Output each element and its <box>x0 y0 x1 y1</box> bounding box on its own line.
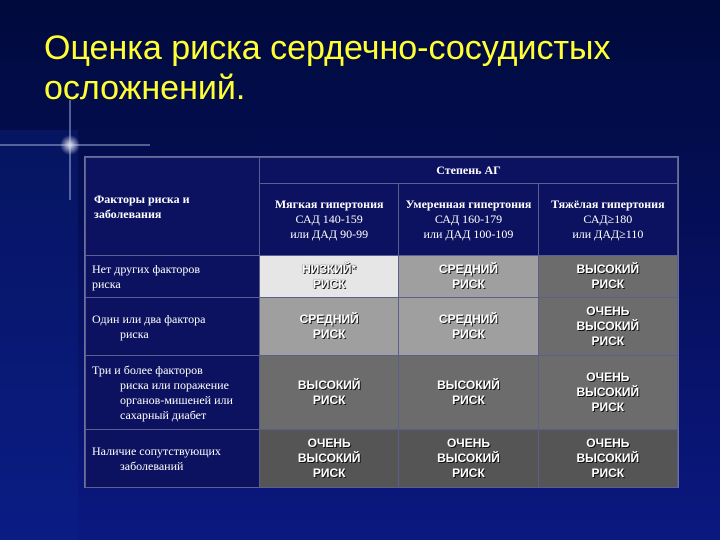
risk-cell-high <box>260 356 399 430</box>
factor-text: риска <box>92 276 121 291</box>
risk-line: ОЧЕНЬ <box>446 436 491 450</box>
risk-line: ВЫСОКИЙ <box>576 451 640 465</box>
risk-line: ВЫСОКИЙ <box>576 385 640 399</box>
column-dad: или ДАД≥110 <box>572 227 644 241</box>
risk-cell-very-high <box>538 356 677 430</box>
factor-text: Наличие сопутствующих <box>92 443 221 458</box>
factor-text: Нет других факторов <box>92 261 201 276</box>
factor-cell <box>86 430 260 488</box>
column-dad: или ДАД 100-109 <box>423 227 514 241</box>
risk-line: ВЫСОКИЙ <box>576 319 640 333</box>
risk-cell-very-high <box>538 298 677 356</box>
risk-cell-high <box>538 256 677 298</box>
risk-line: РИСК <box>312 326 346 341</box>
risk-line: ВЫСОКИЙ <box>297 451 361 465</box>
factors-header: Факторы риска и заболевания <box>86 158 260 256</box>
risk-cell-low <box>260 256 399 298</box>
risk-line: РИСК <box>591 334 625 348</box>
table-row <box>86 430 678 488</box>
risk-line: ОЧЕНЬ <box>307 436 351 450</box>
risk-cell-very-high <box>260 430 399 488</box>
risk-line: ОЧЕНЬ <box>586 436 630 450</box>
risk-cell-high <box>399 356 538 430</box>
factor-cell <box>86 356 260 430</box>
risk-line: РИСК <box>591 276 625 291</box>
factor-cell <box>86 298 260 356</box>
risk-line: РИСК <box>312 466 346 480</box>
factor-text: заболеваний <box>120 458 184 473</box>
column-dad: или ДАД 90-99 <box>290 227 369 241</box>
risk-line: ВЫСОКИЙ <box>576 261 640 276</box>
factor-text: риска или поражение органов-мишеней или сахарный диабет <box>120 377 233 422</box>
factor-text: риска <box>120 326 149 341</box>
risk-line: НИЗКИЙ* <box>302 261 357 276</box>
risk-cell-very-high <box>538 430 677 488</box>
degree-header: Степень АГ <box>260 158 678 184</box>
risk-line: РИСК <box>591 400 625 414</box>
background-band <box>0 130 78 540</box>
risk-line: РИСК <box>452 466 485 480</box>
column-header-moderate <box>399 184 538 256</box>
risk-cell-medium <box>399 298 538 356</box>
risk-cell-medium <box>260 298 399 356</box>
risk-line: ВЫСОКИЙ <box>437 451 500 465</box>
column-sad: САД≥180 <box>583 212 633 226</box>
table-row <box>86 356 678 430</box>
factor-cell <box>86 256 260 298</box>
risk-line: ВЫСОКИЙ <box>437 377 500 392</box>
risk-cell-very-high <box>399 430 538 488</box>
risk-line: РИСК <box>452 276 485 291</box>
column-sad: САД 140-159 <box>295 212 363 226</box>
column-header-severe <box>538 184 677 256</box>
risk-line: РИСК <box>591 466 625 480</box>
risk-line: ОЧЕНЬ <box>586 304 630 318</box>
column-header-mild <box>260 184 399 256</box>
column-name: Тяжёлая гипертония <box>551 197 665 211</box>
risk-line: ОЧЕНЬ <box>586 370 630 384</box>
table-row <box>86 256 678 298</box>
risk-line: СРЕДНИЙ <box>438 261 499 276</box>
column-name: Мягкая гипертония <box>274 197 384 211</box>
risk-line: РИСК <box>452 392 485 407</box>
risk-table <box>84 156 679 488</box>
risk-line: РИСК <box>312 392 346 407</box>
risk-cell-medium <box>399 256 538 298</box>
risk-line: ВЫСОКИЙ <box>297 377 361 392</box>
column-name: Умеренная гипертония <box>405 197 532 211</box>
risk-line: РИСК <box>312 276 346 291</box>
risk-line: СРЕДНИЙ <box>299 311 359 326</box>
factor-text: Три и более факторов <box>92 362 203 377</box>
slide-title: Оценка риска сердечно-сосудистых осложнений. <box>44 29 611 107</box>
column-sad: САД 160-179 <box>434 212 503 226</box>
factor-text: Один или два фактора <box>92 311 206 326</box>
risk-line: СРЕДНИЙ <box>438 311 499 326</box>
table-row <box>86 298 678 356</box>
risk-line: РИСК <box>452 326 485 341</box>
